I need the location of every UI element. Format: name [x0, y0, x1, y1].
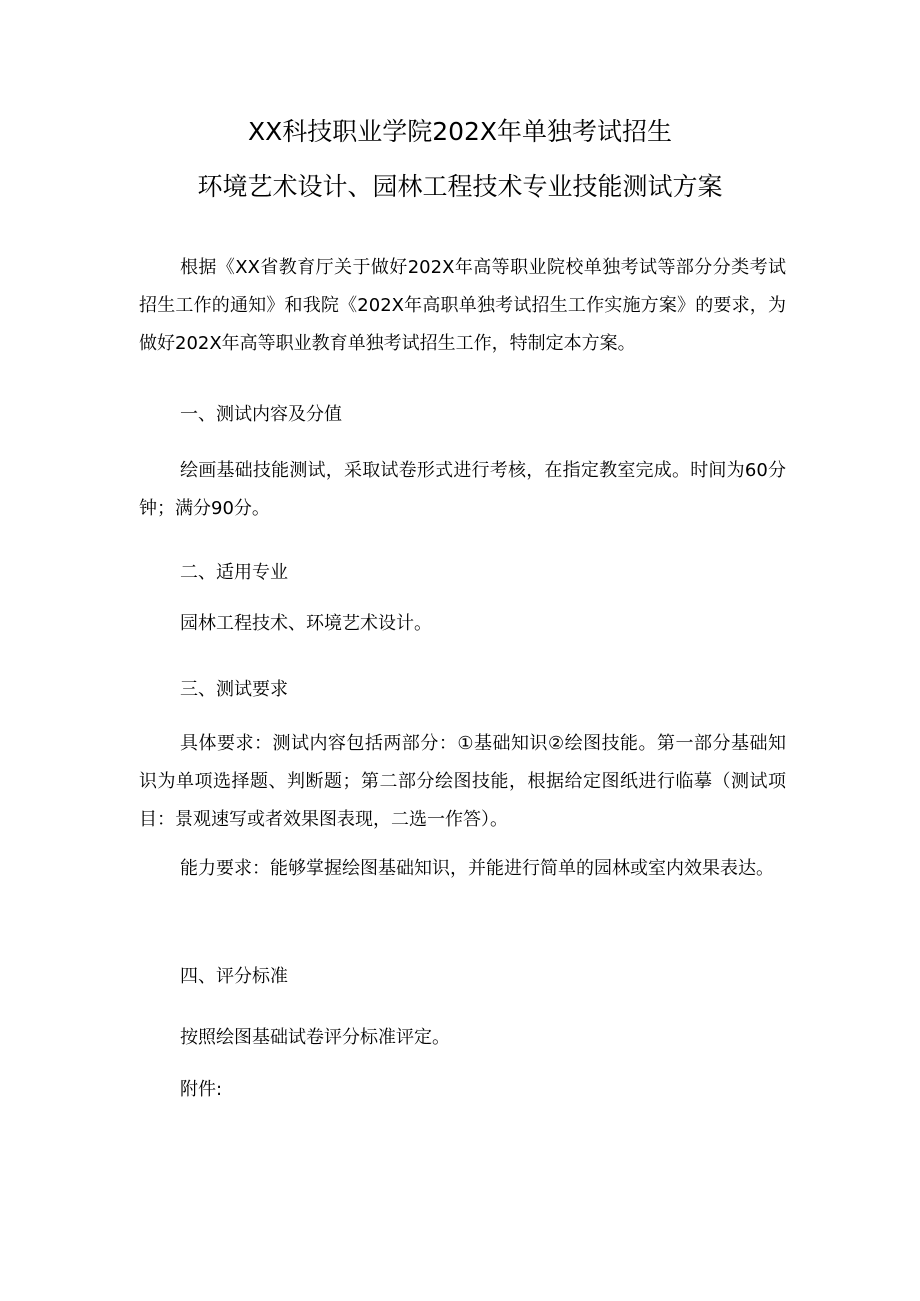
- section-2-heading: 二、适用专业: [180, 562, 288, 583]
- section-1-heading: 一、测试内容及分值: [180, 404, 342, 425]
- section-1-body: 绘画基础技能测试，采取试卷形式进行考核，在指定教室完成。时间为60分钟；满分90分。: [139, 460, 786, 519]
- section-2-body: 园林工程技术、环境艺术设计。: [180, 613, 432, 634]
- section-4-heading: 四、评分标准: [180, 966, 288, 987]
- document-title-line-1: XX科技职业学院202X年单独考试招生: [247, 117, 673, 146]
- attachment-label: 附件:: [180, 1079, 223, 1100]
- intro-paragraph: 根据《XX省教育厅关于做好202X年高等职业院校单独考试等部分分类考试招生工作的通知》和我院《202X年高职单独考试招生工作实施方案》的要求，为做好202X年高等职业教育单独考试招生工作，特制定本方案。: [139, 257, 786, 354]
- document-title-line-2: 环境艺术设计、园林工程技术专业技能测试方案: [197, 172, 723, 201]
- section-3-body: 具体要求：测试内容包括两部分：①基础知识②绘图技能。第一部分基础知识为单项选择题、判断题；第二部分绘图技能，根据给定图纸进行临摹（测试项目：景观速写或者效果图表现，二选一作答）。: [139, 733, 786, 830]
- section-3-body-2: 能力要求：能够掌握绘图基础知识，并能进行简单的园林或室内效果表达。: [180, 858, 774, 879]
- section-3-heading: 三、测试要求: [180, 679, 288, 700]
- section-4-body: 按照绘图基础试卷评分标准评定。: [180, 1027, 450, 1048]
